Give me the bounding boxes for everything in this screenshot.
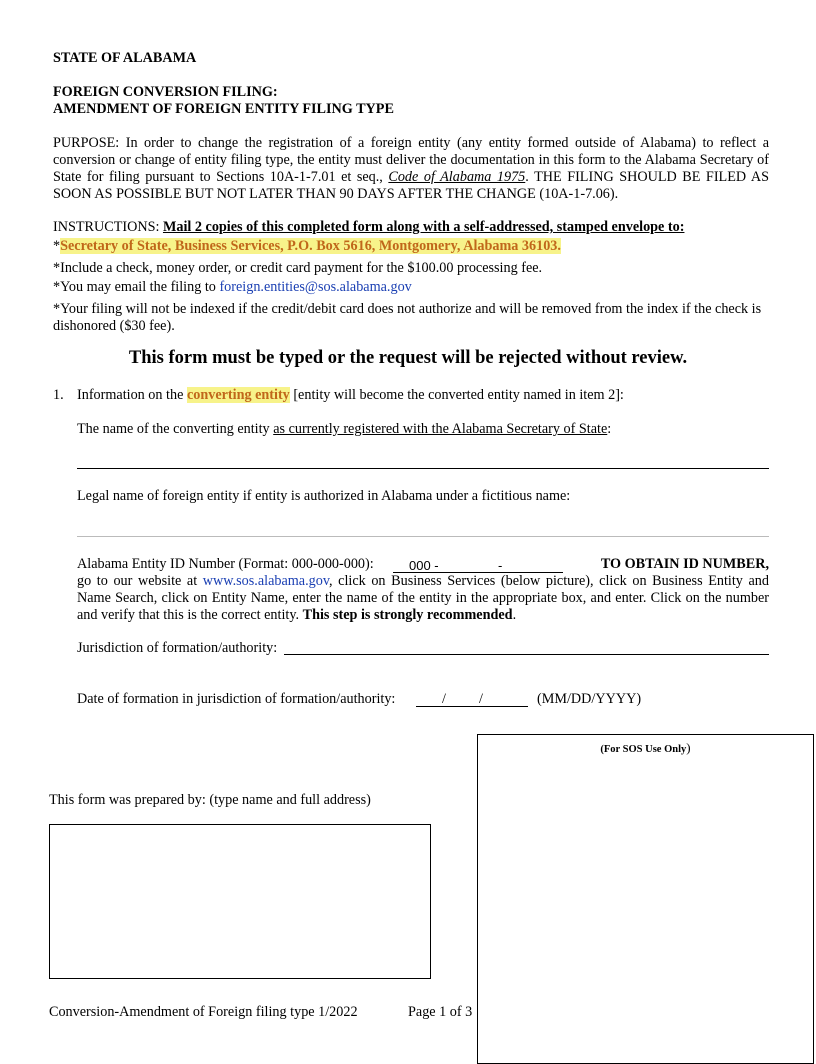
website-steps: , click on Business Services (below picture), click on Business Entity and Name Search, click on Entity Name, enter the name of the entity in the appropriate box, and enter. Click on the number and verify that this is the correct entity. [77,573,769,623]
mailing-address: Secretary of State, Business Services, P.O. Box 5616, Montgomery, Alabama 36103. [60,238,561,254]
date-label: Date of formation in jurisdiction of formation/authority: [77,691,396,707]
date-separator-1: / [442,691,446,707]
entity-name-underlined: as currently registered with the Alabama Secretary of State [273,421,608,437]
email-instruction [53,279,412,296]
jurisdiction-field[interactable] [284,654,769,655]
form-title-line-2: AMENDMENT OF FOREIGN ENTITY FILING TYPE [53,101,394,117]
entity-id-field[interactable] [393,556,563,573]
date-separator-2: / [479,691,483,707]
recommended-period: . [512,607,517,623]
footer-form-name: Conversion-Amendment of Foreign filing type 1/2022 [49,1004,358,1020]
entity-name-field[interactable] [77,468,769,469]
instructions-line [53,219,769,236]
email-prefix: *You may email the filing to [53,279,220,295]
website-link[interactable]: www.sos.alabama.gov [202,573,329,589]
entity-id-label: Alabama Entity ID Number (Format: 000-000-000): [77,556,374,572]
instructions-label: INSTRUCTIONS: [53,219,163,235]
mailing-address-line [53,238,561,255]
prepared-by-label: This form was prepared by: (type name and full address) [49,792,371,808]
purpose-paragraph [53,135,769,203]
obtain-id-heading: TO OBTAIN ID NUMBER, [600,556,769,572]
sos-use-box [477,734,814,1064]
entity-id-prefix: 000 - [409,558,439,573]
item1-heading [77,387,769,404]
form-title-line-1: FOREIGN CONVERSION FILING: [53,84,278,100]
sos-use-text: (For SOS Use Only [600,744,687,755]
item1-suffix: [entity will become the converted entity named in item 2]: [289,387,624,403]
prepared-by-field[interactable] [49,824,431,979]
address-bullet: * [53,238,61,254]
payment-instruction: *Include a check, money order, or credit card payment for the $100.00 processing fee. [53,260,543,276]
sos-use-paren: ) [686,740,691,755]
purpose-deadline-text: . THE FILING SHOULD BE FILED AS SOON AS POSSIBLE BUT NOT LATER THAN 90 DAYS AFTER THE CHANGE (10A-1-7.06). [53,169,769,202]
email-link[interactable]: foreign.entities@sos.alabama.gov [219,279,412,295]
purpose-text: PURPOSE: In order to change the registration of a foreign entity (any entity formed outside of Alabama) to reflect a conversion or change of entity filing type, the entity must deliver the documentation in this form to the Alabama Secretary of State for filing pursuant to Sections 10A-1-7.01 et seq., [53,135,769,185]
mail-instructions: Mail 2 copies of this completed form along with a self-addressed, stamped envelope to: [162,219,685,235]
footer-page-number: Page 1 of 3 [408,1004,473,1020]
website-instructions [77,573,769,624]
index-warning: *Your filing will not be indexed if the credit/debit card does not authorize and will be removed from the index if the check is dishonored ($30 fee). [53,301,762,334]
sos-use-label [478,739,813,758]
entity-name-label [77,421,611,438]
jurisdiction-label: Jurisdiction of formation/authority: [77,640,278,656]
state-heading: STATE OF ALABAMA [53,50,197,66]
item-number: 1. [53,387,64,403]
website-prefix: go to our website at [77,573,203,589]
item1-prefix: Information on the [77,387,187,403]
entity-id-dash: - [498,558,503,573]
date-format: (MM/DD/YYYY) [537,691,642,707]
converting-entity-label: converting entity [186,387,290,403]
entity-name-colon: : [607,421,612,437]
code-reference: Code of Alabama 1975 [388,169,526,185]
entity-name-prefix: The name of the converting entity [77,421,274,437]
legal-name-label: Legal name of foreign entity if entity is authorized in Alabama under a fictitious name: [77,488,571,504]
recommended-note: This step is strongly recommended [302,607,513,623]
date-field[interactable] [416,691,528,707]
legal-name-field[interactable] [77,536,769,537]
typed-warning: This form must be typed or the request will be rejected without review. [128,348,688,368]
